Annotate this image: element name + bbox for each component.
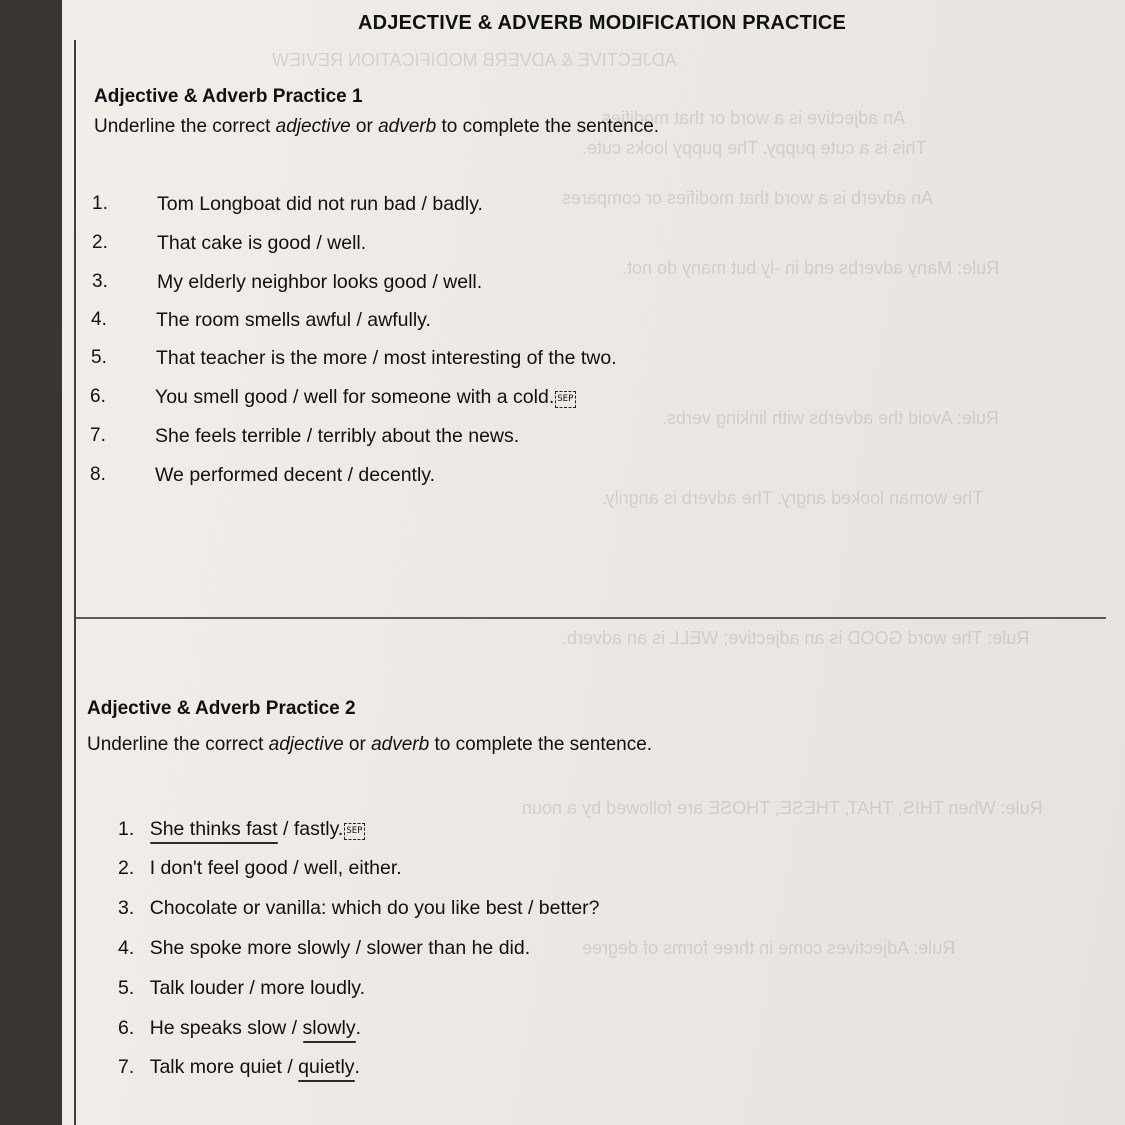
section-1-instruction: Underline the correct adjective or adverb to complete the sentence. — [94, 116, 660, 137]
handwritten-underline: quietly — [298, 1056, 355, 1078]
item-sentence: Chocolate or vanilla: which do you like best / better? — [149, 897, 600, 919]
bleed-through-line: This is a cute puppy. The puppy looks cute. — [582, 138, 927, 158]
bleed-through-line: Rule: Many adverbs end in -ly but many do not. — [622, 258, 1000, 278]
section-divider — [76, 617, 1106, 619]
item-number: 1. — [92, 193, 108, 214]
item-number: 4. — [118, 937, 135, 959]
bleed-through-line: An adjective is a word or that modifies — [602, 108, 906, 128]
item-number: 7. — [118, 1056, 135, 1078]
bleed-through-line: Rule: When THIS, THAT, THESE, THOSE are followed by a noun — [522, 798, 1043, 818]
item-sentence: I don't feel good / well, either. — [149, 857, 402, 879]
section-2-heading: Adjective & Adverb Practice 2 — [87, 698, 356, 719]
item-number: 5. — [91, 347, 107, 368]
item-sentence: You smell good / well for someone with a cold. — [155, 386, 555, 408]
item-number: 3. — [118, 897, 135, 919]
bleed-through-line: Rule: Adjectives come in three forms of degree — [582, 938, 956, 958]
section-1-heading: Adjective & Adverb Practice 1 — [94, 86, 363, 107]
list-item — [118, 1056, 360, 1079]
item-sentence: Talk louder / more loudly. — [149, 977, 366, 999]
worksheet-page — [62, 0, 1125, 1125]
sep-glyph: SEP — [344, 823, 364, 840]
item-sentence: She thinks fast / fastly. — [149, 818, 344, 840]
document-title: ADJECTIVE & ADVERB MODIFICATION PRACTICE — [358, 12, 847, 34]
list-item — [118, 1017, 361, 1040]
item-number: 6. — [90, 386, 106, 407]
item-sentence: He speaks slow / slowly. — [149, 1017, 362, 1039]
item-sentence: She spoke more slowly / slower than he did. — [149, 937, 531, 959]
section-2-instruction: Underline the correct adjective or adverb to complete the sentence. — [87, 734, 653, 755]
item-sentence: She feels terrible / terribly about the news. — [155, 425, 520, 447]
bleed-through-line: The woman looked angry. The adverb is angrily. — [602, 488, 984, 508]
bleed-through-line: An adverb is a word that modifies or compares — [562, 188, 934, 208]
item-number: 2. — [118, 857, 135, 879]
item-number: 5. — [118, 977, 135, 999]
item-number: 4. — [91, 309, 107, 330]
list-item — [118, 818, 365, 841]
bleed-through-title: ADJECTIVE & ADVERB MODIFICATION REVIEW — [272, 50, 677, 70]
item-number: 8. — [90, 464, 106, 485]
bleed-through-line: Rule: Avoid the adverbs with linking verbs. — [662, 408, 999, 428]
item-number: 2. — [92, 232, 108, 253]
item-sentence: Tom Longboat did not run bad / badly. — [157, 193, 483, 215]
item-sentence: Talk more quiet / quietly. — [149, 1056, 360, 1078]
item-sentence: We performed decent / decently. — [155, 464, 436, 486]
item-number: 6. — [118, 1017, 135, 1039]
bleed-through-line: Rule: The word GOOD is an adjective; WELL is an adverb. — [562, 628, 1030, 648]
item-number: 3. — [92, 271, 108, 292]
list-item — [118, 977, 365, 1000]
list-item — [118, 857, 402, 880]
item-number: 1. — [118, 818, 135, 840]
handwritten-underline: She thinks fast — [149, 818, 278, 840]
page-margin-line — [74, 40, 76, 1125]
list-item — [118, 897, 600, 920]
sep-glyph: SEP — [555, 391, 575, 408]
handwritten-underline: slowly — [302, 1017, 356, 1039]
list-item — [118, 937, 530, 960]
item-sentence: That teacher is the more / most interesting of the two. — [156, 347, 617, 369]
item-sentence: The room smells awful / awfully. — [156, 309, 431, 331]
item-number: 7. — [90, 425, 106, 446]
item-sentence: That cake is good / well. — [157, 232, 367, 254]
item-sentence: My elderly neighbor looks good / well. — [157, 271, 483, 293]
